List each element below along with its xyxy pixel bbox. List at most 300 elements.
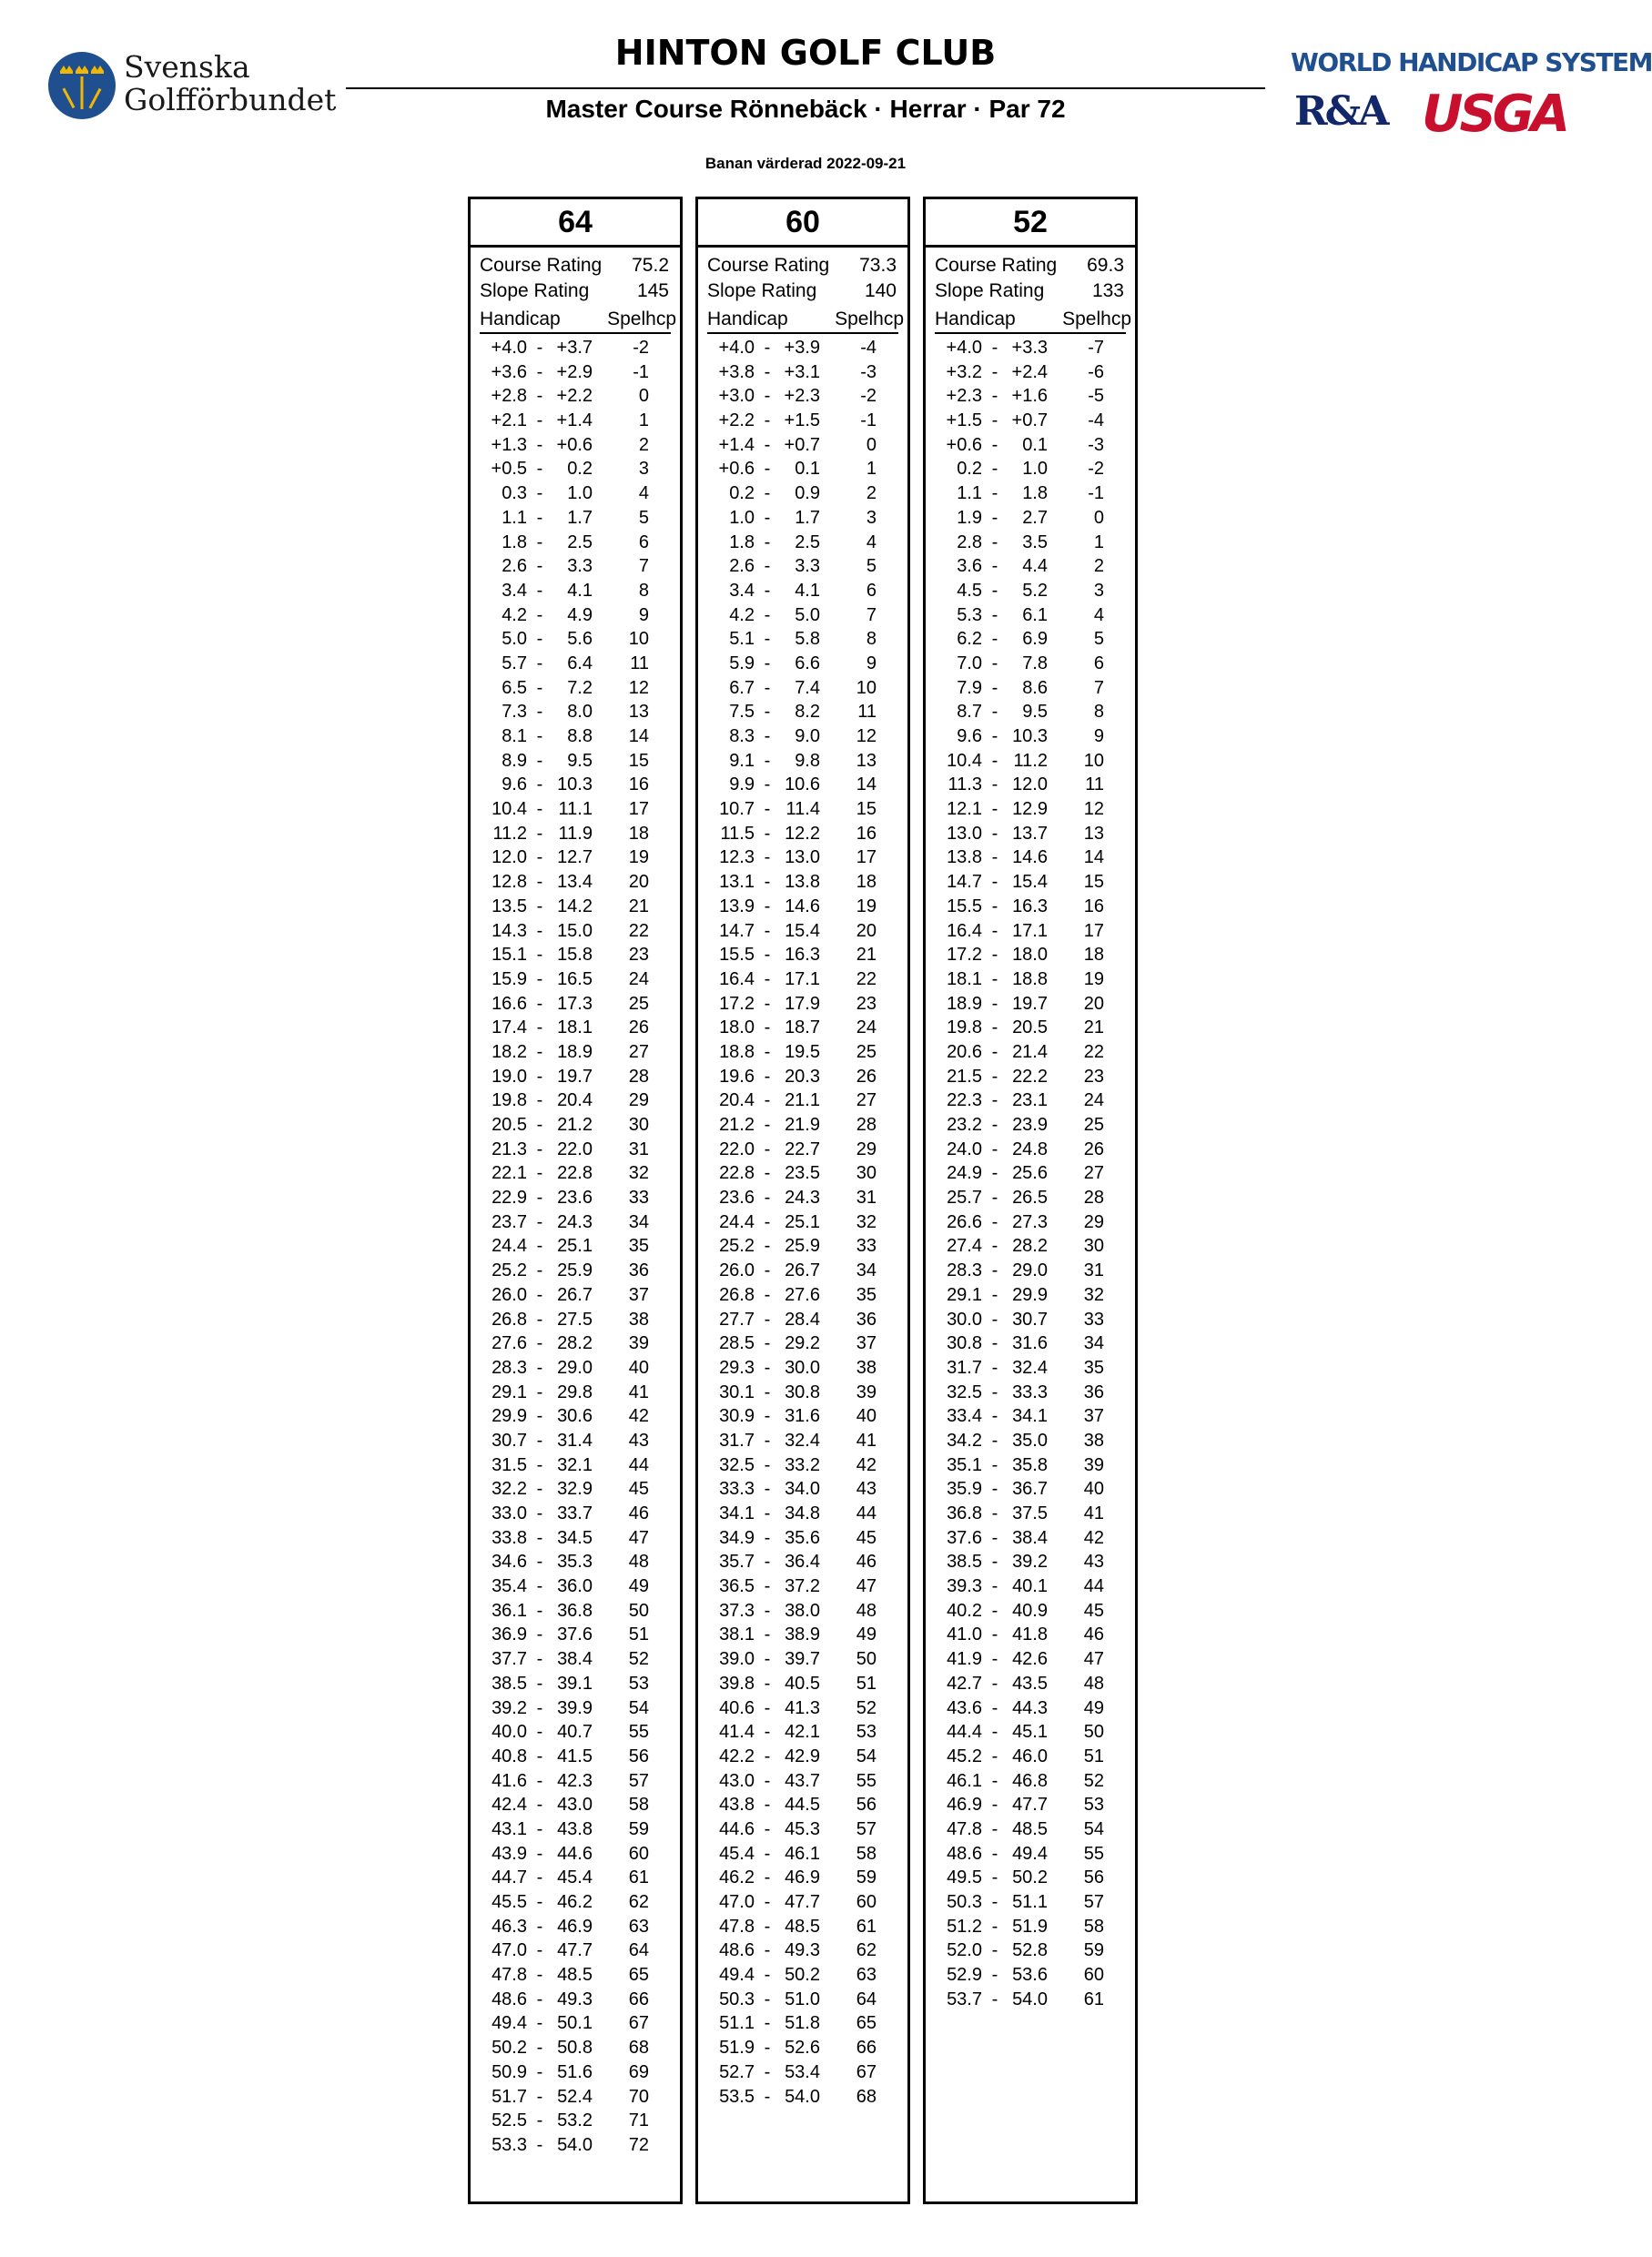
- table-row: [480, 967, 671, 992]
- handicap-from: 40.8: [492, 1746, 527, 1766]
- handicap-from: 43.6: [947, 1697, 982, 1718]
- handicap-to: 21.9: [785, 1115, 820, 1135]
- table-row: [707, 1842, 898, 1867]
- range-dash: -: [764, 896, 771, 916]
- handicap-from: 41.0: [947, 1624, 982, 1645]
- range-dash: -: [991, 410, 998, 431]
- playing-handicap: 67: [856, 2061, 877, 2082]
- handicap-from: 42.7: [947, 1673, 982, 1694]
- table-row: [707, 1550, 898, 1574]
- handicap-to: 17.3: [557, 993, 593, 1014]
- handicap-from: 31.7: [947, 1357, 982, 1378]
- range-dash: -: [991, 677, 998, 698]
- handicap-to: 15.4: [1012, 872, 1048, 893]
- playing-handicap: 8: [866, 629, 877, 650]
- handicap-to: +0.7: [784, 434, 820, 455]
- table-row: [480, 506, 671, 531]
- range-dash: -: [991, 1795, 998, 1816]
- handicap-to: 15.0: [557, 920, 593, 941]
- handicap-from: 23.7: [492, 1211, 527, 1232]
- handicap-from: 24.4: [719, 1211, 755, 1232]
- handicap-from: 50.2: [492, 2038, 527, 2059]
- table-row: [480, 2109, 671, 2133]
- range-dash: -: [536, 1041, 543, 1062]
- handicap-to: 16.3: [1012, 896, 1048, 916]
- handicap-from: 12.0: [492, 847, 527, 868]
- playing-handicap: 32: [628, 1163, 649, 1184]
- playing-handicap: 7: [866, 604, 877, 625]
- handicap-to: 13.7: [1012, 823, 1048, 844]
- table-row: [935, 409, 1126, 433]
- table-row: [707, 531, 898, 555]
- range-dash: -: [991, 750, 998, 771]
- range-dash: -: [991, 896, 998, 916]
- table-row: [707, 724, 898, 749]
- playing-handicap: 33: [856, 1236, 877, 1257]
- range-dash: -: [764, 726, 771, 746]
- playing-handicap: 0: [866, 434, 877, 455]
- range-dash: -: [536, 2061, 543, 2082]
- range-dash: -: [764, 750, 771, 771]
- handicap-to: 8.8: [567, 726, 593, 746]
- playing-handicap: 60: [856, 1892, 877, 1912]
- table-row: [707, 1210, 898, 1235]
- slope-rating-row: [935, 278, 1126, 304]
- range-dash: -: [536, 920, 543, 941]
- handicap-to: 1.7: [567, 507, 593, 528]
- slope-rating-value: 145: [636, 280, 669, 301]
- playing-handicap: 28: [856, 1115, 877, 1135]
- table-row: [935, 1404, 1126, 1429]
- slope-rating-label: Slope Rating: [480, 280, 590, 301]
- playing-handicap: 35: [628, 1236, 649, 1257]
- handicap-from: 13.5: [492, 896, 527, 916]
- handicap-to: 18.0: [1012, 945, 1048, 966]
- range-dash: -: [991, 1576, 998, 1597]
- handicap-to: 0.9: [795, 483, 820, 504]
- table-row: [935, 554, 1126, 579]
- handicap-from: 13.9: [719, 896, 755, 916]
- playing-handicap: 22: [628, 920, 649, 941]
- handicap-from: 30.7: [492, 1430, 527, 1451]
- table-row: [935, 506, 1126, 531]
- handicap-to: 21.1: [785, 1090, 820, 1111]
- handicap-to: 6.4: [567, 653, 593, 673]
- playing-handicap: 46: [1083, 1624, 1104, 1645]
- handicap-from: +2.1: [491, 410, 527, 431]
- table-row: [935, 1963, 1126, 1988]
- table-row: [480, 1793, 671, 1817]
- table-row: [707, 1356, 898, 1381]
- handicap-to: 9.5: [567, 750, 593, 771]
- table-row: [480, 652, 671, 676]
- playing-handicap: 11: [1085, 774, 1104, 795]
- playing-handicap: 56: [628, 1746, 649, 1766]
- handicap-from: 26.0: [719, 1260, 755, 1281]
- table-row: [480, 384, 671, 409]
- table-row: [480, 724, 671, 749]
- range-dash: -: [536, 823, 543, 844]
- handicap-from: 3.6: [957, 556, 982, 577]
- handicap-from: 7.9: [957, 677, 982, 698]
- tee-header: 60: [698, 199, 907, 248]
- playing-handicap: 51: [628, 1624, 649, 1645]
- handicap-to: 50.1: [557, 2013, 593, 2034]
- range-dash: -: [991, 823, 998, 844]
- handicap-from: 11.2: [492, 823, 527, 844]
- table-row: [935, 531, 1126, 555]
- playing-handicap: 6: [638, 531, 649, 552]
- handicap-to: 17.1: [1012, 920, 1048, 941]
- playing-handicap: 5: [866, 556, 877, 577]
- playing-handicap: 12: [628, 677, 649, 698]
- playing-handicap: 9: [638, 604, 649, 625]
- handicap-from: 6.7: [729, 677, 755, 698]
- range-dash: -: [536, 1722, 543, 1743]
- handicap-to: 53.2: [557, 2110, 593, 2131]
- range-dash: -: [991, 1746, 998, 1766]
- handicap-from: 5.1: [729, 629, 755, 650]
- range-dash: -: [991, 1600, 998, 1621]
- playing-handicap: 28: [628, 1066, 649, 1087]
- table-row: [480, 1234, 671, 1259]
- sgf-logo: [47, 49, 337, 127]
- handicap-from: 1.0: [729, 507, 755, 528]
- range-dash: -: [536, 1188, 543, 1209]
- handicap-to: +2.4: [1011, 361, 1048, 382]
- handicap-to: 1.8: [1022, 483, 1048, 504]
- table-row: [935, 1915, 1126, 1939]
- range-dash: -: [991, 459, 998, 480]
- range-dash: -: [764, 2086, 771, 2107]
- handicap-from: 51.9: [719, 2038, 755, 2059]
- range-dash: -: [991, 483, 998, 504]
- handicap-from: 29.3: [719, 1357, 755, 1378]
- range-dash: -: [991, 702, 998, 723]
- playing-handicap: 24: [1083, 1090, 1104, 1111]
- range-dash: -: [764, 1236, 771, 1257]
- range-dash: -: [536, 1260, 543, 1281]
- range-dash: -: [991, 604, 998, 625]
- range-dash: -: [991, 1989, 998, 2009]
- handicap-to: 31.4: [557, 1430, 593, 1451]
- range-dash: -: [764, 1818, 771, 1839]
- range-dash: -: [764, 823, 771, 844]
- table-row: [480, 1065, 671, 1089]
- range-dash: -: [764, 1406, 771, 1427]
- playing-handicap: -3: [1088, 434, 1104, 455]
- table-row: [480, 627, 671, 652]
- table-row: [707, 1065, 898, 1089]
- table-row: [707, 870, 898, 895]
- handicap-to: 2.5: [567, 531, 593, 552]
- handicap-to: 54.0: [557, 2134, 593, 2155]
- handicap-from: 24.0: [947, 1139, 982, 1159]
- range-dash: -: [991, 847, 998, 868]
- range-dash: -: [536, 1430, 543, 1451]
- range-dash: -: [536, 459, 543, 480]
- playing-handicap: 63: [628, 1916, 649, 1937]
- table-row: [480, 1308, 671, 1332]
- handicap-from: 16.4: [947, 920, 982, 941]
- playing-handicap: 40: [628, 1357, 649, 1378]
- range-dash: -: [764, 872, 771, 893]
- playing-handicap: 5: [638, 507, 649, 528]
- table-row: [935, 1161, 1126, 1186]
- table-row: [935, 700, 1126, 724]
- handicap-from: 2.8: [957, 531, 982, 552]
- table-row: [707, 2036, 898, 2060]
- handicap-to: 32.1: [557, 1454, 593, 1475]
- handicap-to: 24.3: [785, 1188, 820, 1209]
- sgf-line1: Svenska: [124, 49, 250, 85]
- table-row: [480, 1842, 671, 1867]
- range-dash: -: [991, 968, 998, 989]
- playing-handicap: 63: [856, 1965, 877, 1986]
- handicap-from: 34.1: [719, 1503, 755, 1523]
- playing-handicap: 64: [856, 1989, 877, 2009]
- table-row: [707, 1331, 898, 1356]
- playing-handicap: 52: [856, 1697, 877, 1718]
- table-row: [480, 1938, 671, 1963]
- range-dash: -: [764, 1527, 771, 1548]
- handicap-to: 25.9: [785, 1236, 820, 1257]
- range-dash: -: [991, 799, 998, 820]
- playing-handicap: 15: [856, 799, 877, 820]
- handicap-from: 12.1: [947, 799, 982, 820]
- table-row: [480, 2133, 671, 2158]
- playing-handicap: 59: [1083, 1940, 1104, 1961]
- course-rating-label: Course Rating: [707, 255, 830, 276]
- handicap-to: 23.5: [785, 1163, 820, 1184]
- range-dash: -: [991, 653, 998, 673]
- range-dash: -: [764, 459, 771, 480]
- range-dash: -: [536, 1017, 543, 1038]
- playing-handicap: 52: [628, 1649, 649, 1670]
- table-row: [935, 1040, 1126, 1065]
- handicap-header: Handicap: [935, 309, 1016, 329]
- handicap-to: 52.6: [785, 2038, 820, 2059]
- playing-handicap: 45: [628, 1479, 649, 1500]
- handicap-from: 34.2: [947, 1430, 982, 1451]
- playing-handicap: 30: [628, 1115, 649, 1135]
- playing-handicap: 29: [1083, 1211, 1104, 1232]
- range-dash: -: [536, 1916, 543, 1937]
- table-header: [707, 304, 904, 334]
- handicap-from: 49.4: [719, 1965, 755, 1986]
- table-row: [707, 1138, 898, 1162]
- table-row: [480, 1040, 671, 1065]
- handicap-to: 34.1: [1012, 1406, 1048, 1427]
- handicap-to: 36.4: [785, 1552, 820, 1573]
- range-dash: -: [764, 2038, 771, 2059]
- handicap-from: 51.1: [719, 2013, 755, 2034]
- handicap-to: 28.2: [557, 1333, 593, 1354]
- handicap-from: 45.5: [492, 1892, 527, 1912]
- table-row: [707, 652, 898, 676]
- handicap-from: 18.9: [947, 993, 982, 1014]
- table-row: [707, 603, 898, 628]
- playing-handicap: 1: [866, 459, 877, 480]
- range-dash: -: [764, 1260, 771, 1281]
- table-row: [480, 1429, 671, 1453]
- handicap-from: 1.8: [502, 531, 527, 552]
- table-row: [480, 870, 671, 895]
- handicap-to: 27.6: [785, 1284, 820, 1305]
- handicap-from: +3.0: [718, 386, 755, 407]
- table-row: [707, 336, 898, 360]
- playing-handicap: 13: [856, 750, 877, 771]
- range-dash: -: [764, 434, 771, 455]
- playing-handicap: 22: [1083, 1041, 1104, 1062]
- range-dash: -: [536, 507, 543, 528]
- playing-handicap: 61: [1083, 1989, 1104, 2009]
- range-dash: -: [764, 1649, 771, 1670]
- range-dash: -: [764, 1066, 771, 1087]
- table-row: [707, 749, 898, 774]
- playing-handicap: 14: [856, 774, 877, 795]
- handicap-to: 11.4: [785, 799, 820, 820]
- handicap-to: 41.8: [1012, 1624, 1048, 1645]
- handicap-header: Handicap: [707, 309, 788, 329]
- handicap-from: 46.9: [947, 1795, 982, 1816]
- range-dash: -: [764, 1454, 771, 1475]
- handicap-to: 3.3: [795, 556, 820, 577]
- handicap-from: +2.8: [491, 386, 527, 407]
- table-row: [707, 1381, 898, 1405]
- range-dash: -: [764, 702, 771, 723]
- handicap-from: 9.6: [957, 726, 982, 746]
- title-divider: [346, 87, 1265, 89]
- playing-handicap: 40: [856, 1406, 877, 1427]
- playing-handicap: 68: [856, 2086, 877, 2107]
- handicap-to: 25.1: [785, 1211, 820, 1232]
- playing-handicap: 36: [856, 1309, 877, 1330]
- handicap-to: 49.3: [785, 1940, 820, 1961]
- playing-handicap: 59: [856, 1867, 877, 1888]
- table-row: [935, 845, 1126, 870]
- range-dash: -: [764, 1697, 771, 1718]
- table-row: [707, 1429, 898, 1453]
- handicap-from: 28.3: [947, 1260, 982, 1281]
- playing-handicap: 62: [856, 1940, 877, 1961]
- handicap-to: 13.0: [785, 847, 820, 868]
- handicap-from: 48.6: [719, 1940, 755, 1961]
- handicap-from: 17.2: [719, 993, 755, 1014]
- handicap-to: 18.7: [785, 1017, 820, 1038]
- handicap-from: +3.8: [718, 361, 755, 382]
- handicap-from: 44.7: [492, 1867, 527, 1888]
- range-dash: -: [991, 1843, 998, 1864]
- table-row: [480, 1138, 671, 1162]
- handicap-to: 26.7: [785, 1260, 820, 1281]
- table-row: [707, 1113, 898, 1138]
- handicap-to: 35.3: [557, 1552, 593, 1573]
- handicap-from: 10.7: [719, 799, 755, 820]
- handicap-from: 23.2: [947, 1115, 982, 1135]
- range-dash: -: [991, 1357, 998, 1378]
- handicap-to: 7.4: [795, 677, 820, 698]
- playing-handicap: 53: [1083, 1795, 1104, 1816]
- table-row: [935, 1574, 1126, 1599]
- handicap-to: 54.0: [1012, 1989, 1048, 2009]
- range-dash: -: [764, 968, 771, 989]
- range-dash: -: [536, 434, 543, 455]
- table-row: [480, 1356, 671, 1381]
- playing-handicap: 41: [1083, 1503, 1104, 1523]
- table-row: [480, 845, 671, 870]
- range-dash: -: [536, 1746, 543, 1766]
- table-row: [480, 2036, 671, 2060]
- table-row: [707, 1890, 898, 1915]
- handicap-to: 44.5: [785, 1795, 820, 1816]
- range-dash: -: [536, 968, 543, 989]
- range-dash: -: [764, 580, 771, 601]
- range-dash: -: [764, 1333, 771, 1354]
- handicap-from: +4.0: [946, 338, 982, 358]
- handicap-from: 9.9: [729, 774, 755, 795]
- handicap-to: 44.6: [557, 1843, 593, 1864]
- range-dash: -: [764, 774, 771, 795]
- range-dash: -: [764, 1722, 771, 1743]
- handicap-from: 16.6: [492, 993, 527, 1014]
- table-row: [480, 1161, 671, 1186]
- range-dash: -: [764, 483, 771, 504]
- playing-handicap: 15: [628, 750, 649, 771]
- table-row: [480, 1550, 671, 1574]
- handicap-to: 53.6: [1012, 1965, 1048, 1986]
- course-rating-row: [935, 253, 1126, 278]
- range-dash: -: [764, 1139, 771, 1159]
- table-row: [707, 2060, 898, 2085]
- range-dash: -: [536, 1697, 543, 1718]
- handicap-from: 33.4: [947, 1406, 982, 1427]
- handicap-to: 33.2: [785, 1454, 820, 1475]
- handicap-to: 16.3: [785, 945, 820, 966]
- table-row: [935, 943, 1126, 967]
- handicap-from: 30.8: [947, 1333, 982, 1354]
- handicap-to: 6.1: [1022, 604, 1048, 625]
- page-title: HINTON GOLF CLUB: [614, 33, 997, 73]
- range-dash: -: [536, 338, 543, 358]
- handicap-to: 42.1: [785, 1722, 820, 1743]
- handicap-from: 32.5: [719, 1454, 755, 1475]
- playing-handicap: 38: [856, 1357, 877, 1378]
- handicap-to: 35.0: [1012, 1430, 1048, 1451]
- handicap-from: 23.6: [719, 1188, 755, 1209]
- range-dash: -: [536, 604, 543, 625]
- handicap-from: 51.2: [947, 1916, 982, 1937]
- handicap-from: 45.2: [947, 1746, 982, 1766]
- table-row: [480, 433, 671, 458]
- handicap-to: 29.8: [557, 1382, 593, 1402]
- table-row: [480, 1404, 671, 1429]
- range-dash: -: [536, 1576, 543, 1597]
- handicap-to: 12.2: [785, 823, 820, 844]
- range-dash: -: [536, 1892, 543, 1912]
- handicap-from: 27.6: [492, 1333, 527, 1354]
- handicap-to: 43.7: [785, 1770, 820, 1791]
- table-row: [935, 1308, 1126, 1332]
- table-row: [480, 1769, 671, 1794]
- handicap-from: +4.0: [491, 338, 527, 358]
- range-dash: -: [764, 653, 771, 673]
- handicap-to: +1.5: [784, 410, 820, 431]
- handicap-header: Handicap: [480, 309, 561, 329]
- playing-handicap: 42: [856, 1454, 877, 1475]
- handicap-from: 47.0: [492, 1940, 527, 1961]
- playing-handicap: 42: [628, 1406, 649, 1427]
